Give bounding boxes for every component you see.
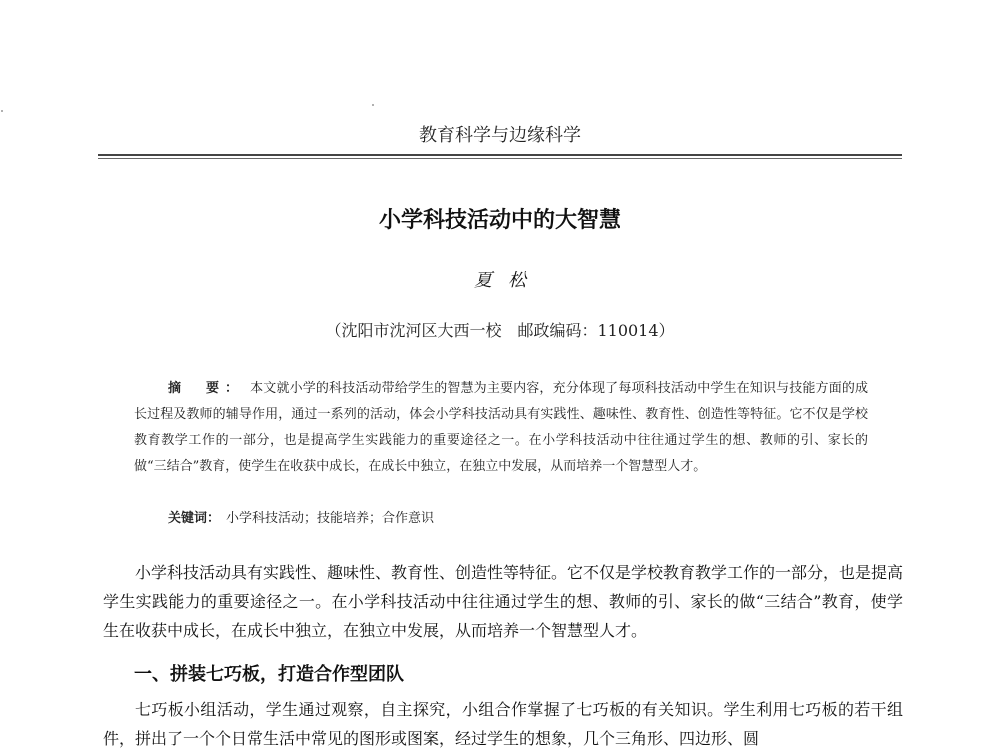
header-rule-thin: [98, 158, 902, 159]
abstract: [134, 376, 868, 480]
keywords: [168, 507, 868, 526]
header-rule-thick: [98, 154, 902, 156]
scan-speck: [1, 110, 3, 112]
section-paragraph: 七巧板小组活动，学生通过观察，自主探究，小组合作掌握了七巧板的有关知识。学生利用七巧板的若干组件，拼出了一个个日常生活中常见的图形或图案，经过学生的想象，几个三角形、四边形、圆: [103, 700, 903, 748]
abstract-label: 摘 要：: [168, 381, 245, 396]
abstract-text: 本文就小学的科技活动带给学生的智慧为主要内容，充分体现了每项科技活动中学生在知识与技能方面的成长过程及教师的辅导作用，通过一系列的活动，体会小学科技活动具有实践性、趣味性、教育性、创造性等特征。它不仅是学校教育教学工作的一部分，也是提高学生实践能力的重要途径之一。在小学科技活动中往往通过学生的想、教师的引、家长的做“三结合”教育，使学生在收获中成长，在成长中独立，在独立中发展，从而培养一个智慧型人才。: [134, 381, 868, 474]
author-affiliation: （沈阳市沈河区大西一校 邮政编码：110014）: [325, 321, 675, 340]
keywords-text: 小学科技活动；技能培养；合作意识: [226, 511, 435, 526]
section-heading: 一、拼装七巧板，打造合作型团队: [134, 664, 404, 685]
journal-section-header: 教育科学与边缘科学: [419, 125, 581, 146]
article-author: 夏松: [474, 270, 542, 291]
keywords-label: 关键词：: [168, 511, 221, 526]
article-title: 小学科技活动中的大智慧: [378, 208, 621, 233]
scan-speck: [372, 104, 374, 106]
intro-paragraph: 小学科技活动具有实践性、趣味性、教育性、创造性等特征。它不仅是学校教育教学工作的一部分，也是提高学生实践能力的重要途径之一。在小学科技活动中往往通过学生的想、教师的引、家长的做“三结合”教育，使学生在收获中成长，在成长中独立，在独立中发展，从而培养一个智慧型人才。: [103, 563, 904, 640]
